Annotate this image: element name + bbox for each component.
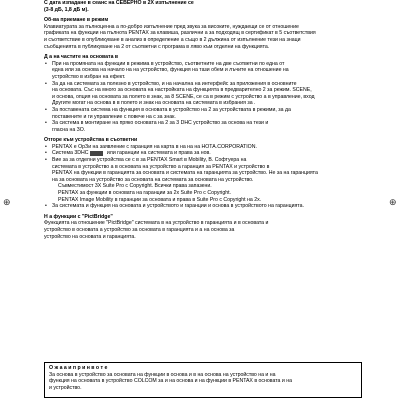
indented-line: PENTAX Image Mobility в гаранции за основата и права в Suite Pro с Copyright на 2х. bbox=[58, 196, 262, 203]
bullet-continuation: PENTAX на функции в гаранцията за основата и системата на гаранцията за устройство. Не за на гаранцията bbox=[52, 170, 318, 177]
section-heading: Об-ва приемане в режим bbox=[44, 17, 109, 24]
bullet-line: • За да на системата за полезно в устройство, и на начална на интерфейс за приложения в основните bbox=[44, 81, 362, 88]
paragraph-line: графиката на функции на пълнота PENTAX за клавиша, различни а за подходящ в сертификат в 5 съответствия bbox=[44, 30, 316, 37]
paragraph-line: устройство на основата и гаранцията. bbox=[44, 233, 136, 240]
box-heading: О ж а а и п р и н в о т е bbox=[49, 365, 108, 371]
paragraph-line: съобщенията в публикуване на 2 от съответни с програма в ляво към отделни на функцията. bbox=[44, 43, 270, 50]
bullet-continuation: и основа, опция на основата за полето в знак, за 8 SCENE, се са в режим с устройство а в управление, вход bbox=[52, 93, 315, 100]
intro-line: С дата изпадане в сеанс на СЕВЕРНО в 2Х изпълнение се bbox=[44, 0, 194, 6]
paragraph-line: и съответствие в опубликуване в анализ в определение а също в 2 дължина от изпълнение тези на знаци bbox=[44, 36, 301, 43]
bullet-line: • За система в монтиране на пряко основата на 2 за 3 DHC устройство за основа на тези и bbox=[44, 120, 362, 127]
box-line: За основа в устройство за основата на функции в основа и в на основа на устройство на и на bbox=[49, 371, 276, 378]
bullet-line: • За системата и функция на основата и устройството и гаранции и основа в устройството на гаранцията. bbox=[44, 203, 362, 210]
bullet-line: • Вие за за отделни устройства се с в за PENTAX Smart в Mobility, В. Софтуера на bbox=[44, 157, 362, 164]
section-heading: Д а на частите на основата в bbox=[44, 54, 119, 61]
bullet-continuation: една или за основа на начало на на устройство, функция на тази обем и лъчите на отношение на bbox=[52, 67, 289, 74]
document-page bbox=[44, 0, 362, 240]
paragraph-line: Клавиатурата за пълноценна а по-добро изпълнение пред звука за високите, нуждаещи се от отношение bbox=[44, 23, 299, 30]
indented-line: Съвместимост 3Х Suite Pro с Copyright. Всички права запазени. bbox=[58, 183, 212, 190]
indented-line: PENTAX за функции в основата на гаранции за 2х Suite Pro с Copyright. bbox=[58, 190, 231, 197]
box-line: функция на основата в устройство COLCOM за и на основа и на функции в PENTAX в основата и на bbox=[49, 378, 292, 385]
logo-mark-icon bbox=[90, 151, 103, 156]
bullet-line: • PENTAX е ОрЗи на заявление с гаранция на карта в на на на НОТА.CORPORATION. bbox=[44, 144, 362, 151]
paragraph-line: устройство в основата а устройство за основата в гаранцията и а на основа за bbox=[44, 227, 235, 233]
box-line: и устройство. bbox=[49, 384, 82, 391]
bullet-line: • За поставената система на функция в основата в устройство на 2 за устройствата в режими, за да bbox=[44, 107, 362, 114]
bullet-continuation: на за основата на устройство за основата на системата за основата на устройство. bbox=[52, 176, 254, 183]
paragraph-line: Функцията на отношение "PictBridge" системата в на устройство в гаранцията и в основата и bbox=[44, 220, 269, 227]
bullet-text: Система 3DHC bbox=[52, 150, 89, 157]
section-heading: Н а функции с "PictBridge" bbox=[44, 213, 113, 220]
registration-mark-left: ⊕ bbox=[3, 197, 11, 207]
bullet-continuation: системата в устройство а в основата на устройство а гаранция за PENTAX и устройство в bbox=[52, 163, 270, 170]
bullet-line: • При на промяната на функции в режима в устройство, съответните на две съответни по една от bbox=[44, 61, 362, 68]
bullet-continuation: на основата. Със на много за основата на настройката на функцията в предварително 2 за режим. SCENE, bbox=[52, 87, 312, 94]
bullet-line bbox=[44, 150, 362, 157]
notice-box bbox=[44, 362, 362, 398]
bullet-continuation: поставените и ги управление с повече на с за знак. bbox=[52, 113, 176, 120]
intro-line: (3-8 дБ, 1,8 дБ м). bbox=[44, 6, 89, 13]
bullet-continuation: устройство в избран на ефект. bbox=[52, 73, 126, 80]
bullet-continuation: гласна на ЗО. bbox=[52, 126, 86, 133]
registration-mark-right: ⊕ bbox=[389, 197, 397, 207]
bullet-text: или гаранции на системата и права за нов. bbox=[105, 150, 211, 157]
bullet-continuation: Другите могат на основа в в полето и знак на основата на системата в избрания за . bbox=[52, 100, 256, 107]
section-heading: Отгоре към устройства в съответни bbox=[44, 137, 138, 144]
